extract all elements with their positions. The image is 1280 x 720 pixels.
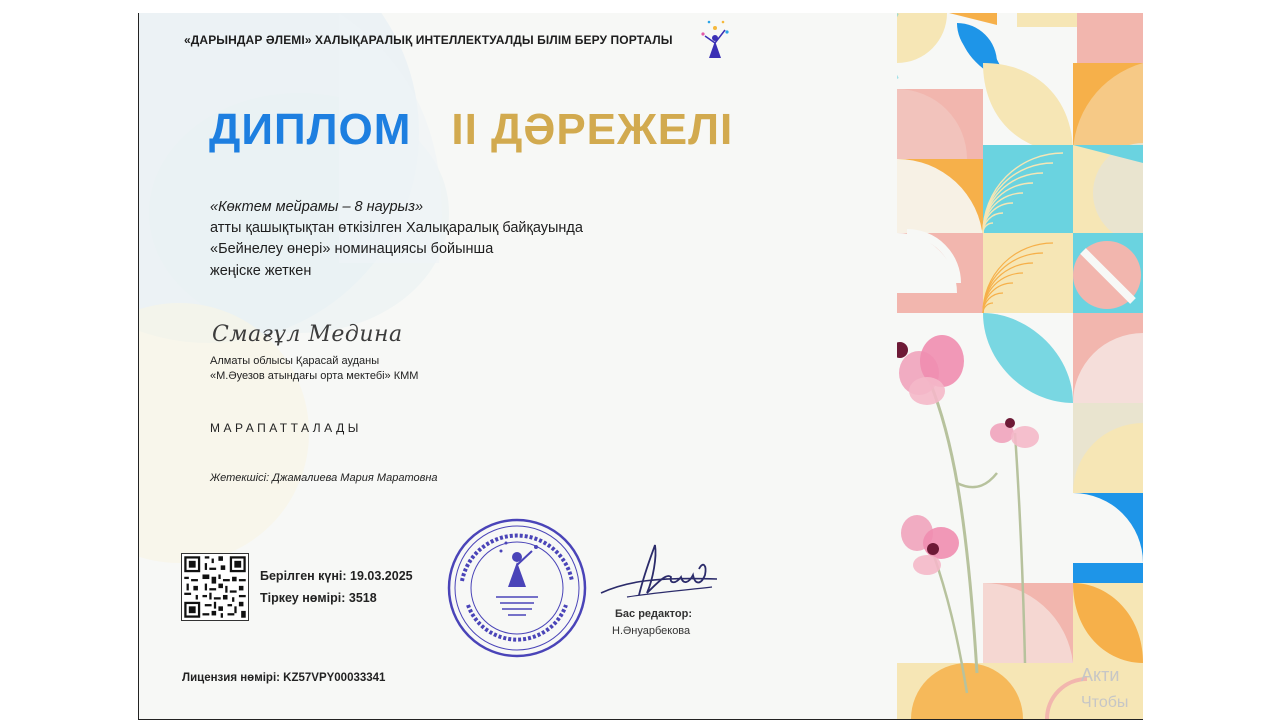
body-line-3: жеңіске жеткен bbox=[210, 263, 312, 279]
recipient-school: «М.Әуезов атындағы орта мектебі» КММ bbox=[210, 370, 419, 382]
editor-label: Бас редактор: bbox=[615, 608, 692, 620]
diploma bbox=[138, 13, 1143, 720]
editor-name: Н.Әнуарбекова bbox=[612, 625, 691, 637]
official-seal bbox=[446, 517, 588, 659]
body-line-1: атты қашықтықтан өткізілген Халықаралық байқауында bbox=[210, 220, 583, 236]
recipient-name: Смағұл Медина bbox=[212, 322, 403, 347]
portal-logo-icon bbox=[695, 16, 735, 68]
watermark-line-1: Акти bbox=[1081, 665, 1120, 685]
title-word-degree: II ДӘРЕЖЕЛІ bbox=[451, 105, 734, 154]
recipient-region: Алматы облысы Қарасай ауданы bbox=[210, 355, 380, 367]
contest-name: «Көктем мейрамы – 8 наурыз» bbox=[210, 199, 424, 215]
registration-number: Тіркеу нөмірі: 3518 bbox=[260, 591, 377, 605]
diploma-title bbox=[209, 105, 733, 155]
watermark-line-2: Чтобы bbox=[1081, 694, 1129, 711]
award-text: МАРАПАТТАЛАДЫ bbox=[210, 421, 362, 435]
title-word-diploma: ДИПЛОМ bbox=[209, 105, 412, 154]
mentor-text: Жетекшісі: Джамалиева Мария Маратовна bbox=[210, 472, 438, 484]
body-line-2: «Бейнелеу өнері» номинациясы бойынша bbox=[210, 241, 494, 257]
editor-signature bbox=[597, 541, 722, 611]
license-number: Лицензия нөмірі: KZ57VPY00033341 bbox=[182, 672, 386, 684]
decorative-pattern bbox=[897, 13, 1143, 719]
portal-name: «ДАРЫНДАР ӘЛЕМІ» ХАЛЫҚАРАЛЫҚ ИНТЕЛЛЕКТУАЛДЫ БІЛІМ БЕРУ ПОРТАЛЫ bbox=[184, 33, 673, 47]
issue-date: Берілген күні: 19.03.2025 bbox=[260, 569, 413, 583]
qr-code bbox=[181, 553, 249, 621]
